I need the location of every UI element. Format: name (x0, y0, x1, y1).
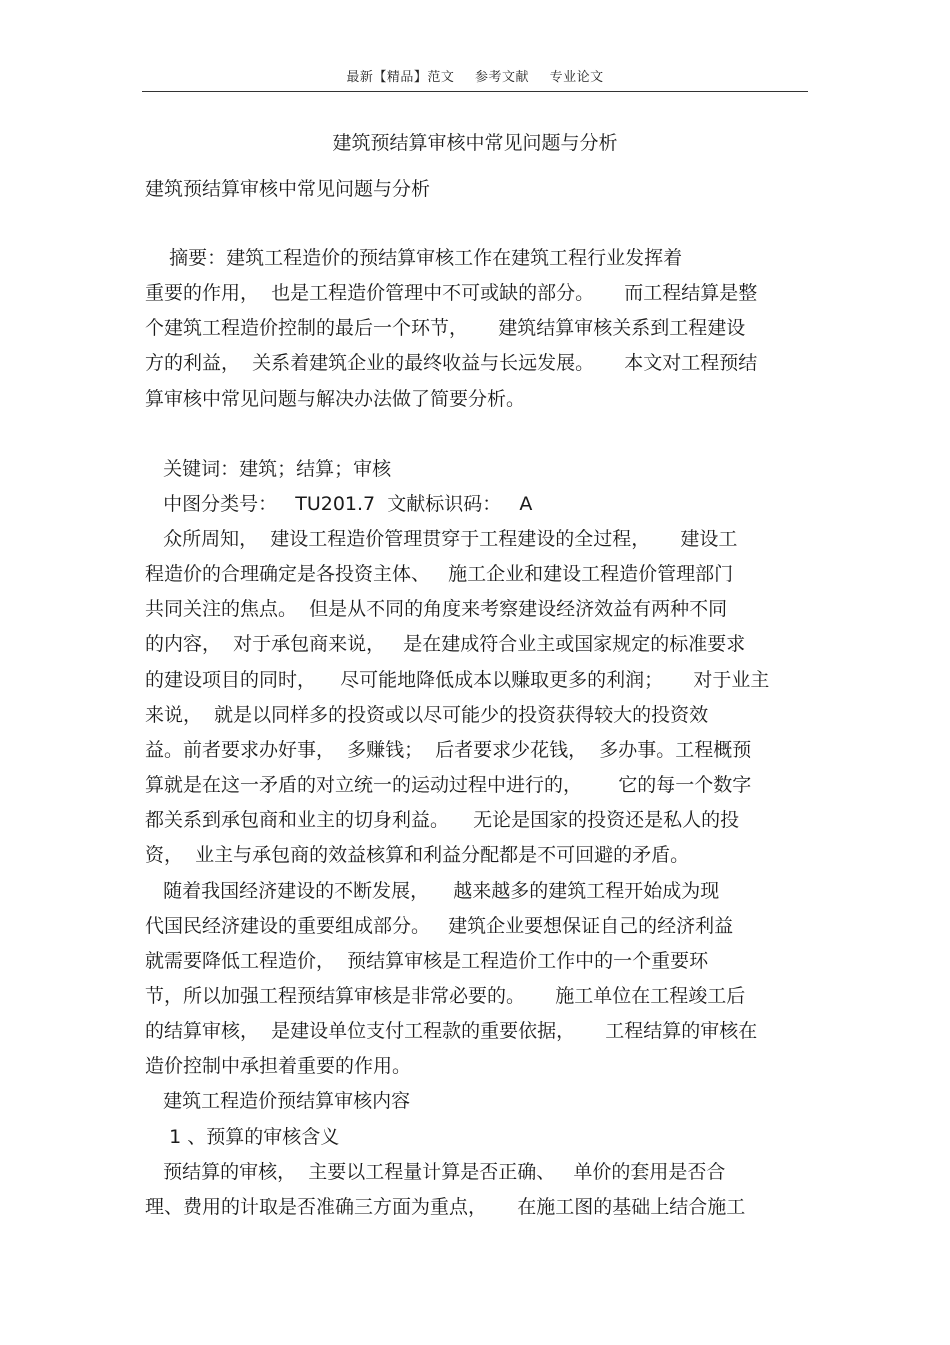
header-item: 参考文献 (474, 70, 529, 85)
text-line: 算审核中常见问题与解决办法做了简要分析。 (145, 388, 526, 410)
text-line: 造价控制中承担着重要的作用。 (145, 1055, 412, 1077)
subsection-heading: 1 、预算的审核含义 (145, 1126, 340, 1148)
text-line: 算就是在这一矛盾的对立统一的运动过程中进行的， 它的每一个数字 (145, 774, 752, 796)
text-line: 个建筑工程造价控制的最后一个环节， 建筑结算审核关系到工程建设 (145, 317, 746, 339)
text-line: 方的利益， 关系着建筑企业的最终收益与长远发展。 本文对工程预结 (145, 352, 758, 374)
text-line: 程造价的合理确定是各投资主体、 施工企业和建设工程造价管理部门 (145, 563, 734, 585)
header-item: 专业论文 (549, 70, 604, 85)
text-line: 众所周知， 建设工程造价管理贯穿于工程建设的全过程， 建设工 (145, 528, 738, 550)
text-line: 的建设项目的同时， 尽可能地降低成本以赚取更多的利润； 对于业主 (145, 669, 770, 691)
document-subtitle: 建筑预结算审核中常见问题与分析 (145, 178, 431, 200)
text-line: 理、费用的计取是否准确三方面为重点， 在施工图的基础上结合施工 (145, 1196, 746, 1218)
classification-line: 中图分类号： TU201.7 文献标识码： A (145, 493, 533, 515)
text-line: 益。前者要求办好事， 多赚钱； 后者要求少花钱， 多办事。工程概预 (145, 739, 752, 761)
text-line: 的内容， 对于承包商来说， 是在建成符合业主或国家规定的标准要求 (145, 633, 746, 655)
text-line: 预结算的审核， 主要以工程量计算是否正确、 单价的套用是否合 (145, 1161, 726, 1183)
header-item: 最新【精品】范文 (346, 70, 455, 85)
text-line: 的结算审核， 是建设单位支付工程款的重要依据， 工程结算的审核在 (145, 1020, 758, 1042)
text-line: 摘要：建筑工程造价的预结算审核工作在建筑工程行业发挥着 (145, 247, 683, 269)
section-heading: 建筑工程造价预结算审核内容 (145, 1090, 411, 1112)
header-divider (142, 91, 808, 92)
text-line: 来说， 就是以同样多的投资或以尽可能少的投资获得较大的投资效 (145, 704, 709, 726)
text-line: 重要的作用， 也是工程造价管理中不可或缺的部分。 而工程结算是整 (145, 282, 758, 304)
keywords-line: 关键词：建筑；结算；审核 (145, 458, 392, 480)
text-line: 随着我国经济建设的不断发展， 越来越多的建筑工程开始成为现 (145, 880, 720, 902)
text-line: 资， 业主与承包商的效益核算和利益分配都是不可回避的矛盾。 (145, 844, 690, 866)
text-line: 节，所以加强工程预结算审核是非常必要的。 施工单位在工程竣工后 (145, 985, 746, 1007)
text-line: 代国民经济建设的重要组成部分。 建筑企业要想保证自己的经济利益 (145, 915, 734, 937)
text-line: 共同关注的焦点。 但是从不同的角度来考察建设经济效益有两种不同 (145, 598, 728, 620)
page-header (0, 66, 950, 85)
document-title: 建筑预结算审核中常见问题与分析 (332, 132, 618, 154)
text-line: 就需要降低工程造价， 预结算审核是工程造价工作中的一个重要环 (145, 950, 709, 972)
text-line: 都关系到承包商和业主的切身利益。 无论是国家的投资还是私人的投 (145, 809, 740, 831)
